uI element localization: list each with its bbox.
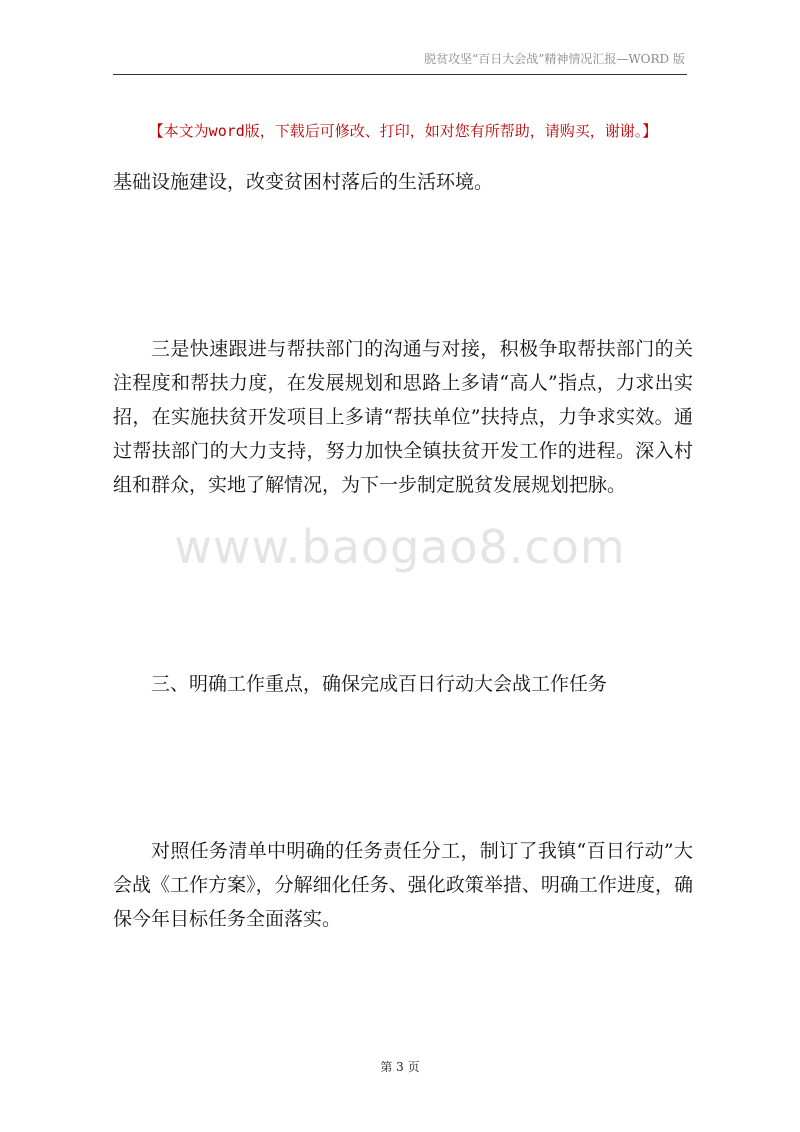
download-notice: 【本文为word版，下载后可修改、打印，如对您有所帮助，请购买，谢谢。】 bbox=[148, 122, 658, 140]
page-header: 脱贫攻坚“百日大会战”精神情况汇报—WORD 版 bbox=[424, 52, 685, 66]
paragraph-1: 基础设施建设，改变贫困村落后的生活环境。 bbox=[113, 171, 494, 193]
paragraph-3: 对照任务清单中明确的任务责任分工，制订了我镇“百日行动”大会战《工作方案》，分解细化任务、强化政策举措、明确工作进度，确保今年目标任务全面落实。 bbox=[113, 840, 693, 930]
page-number: 第 3 页 bbox=[380, 1060, 420, 1074]
header-divider bbox=[113, 74, 687, 75]
watermark: www.baogao8.com bbox=[174, 520, 626, 574]
paragraph-2: 三是快速跟进与帮扶部门的沟通与对接，积极争取帮扶部门的关注程度和帮扶力度，在发展规划和思路上多请“高人”指点，力求出实招，在实施扶贫开发项目上多请“帮扶单位”扶持点，力争求实效。通过帮扶部门的大力支持，努力加快全镇扶贫开发工作的进程。深入村组和群众，实地了解情况，为下一步制定脱贫发展规划把脉。 bbox=[113, 338, 693, 496]
section-heading: 三、明确工作重点，确保完成百日行动大会战工作任务 bbox=[151, 673, 608, 695]
